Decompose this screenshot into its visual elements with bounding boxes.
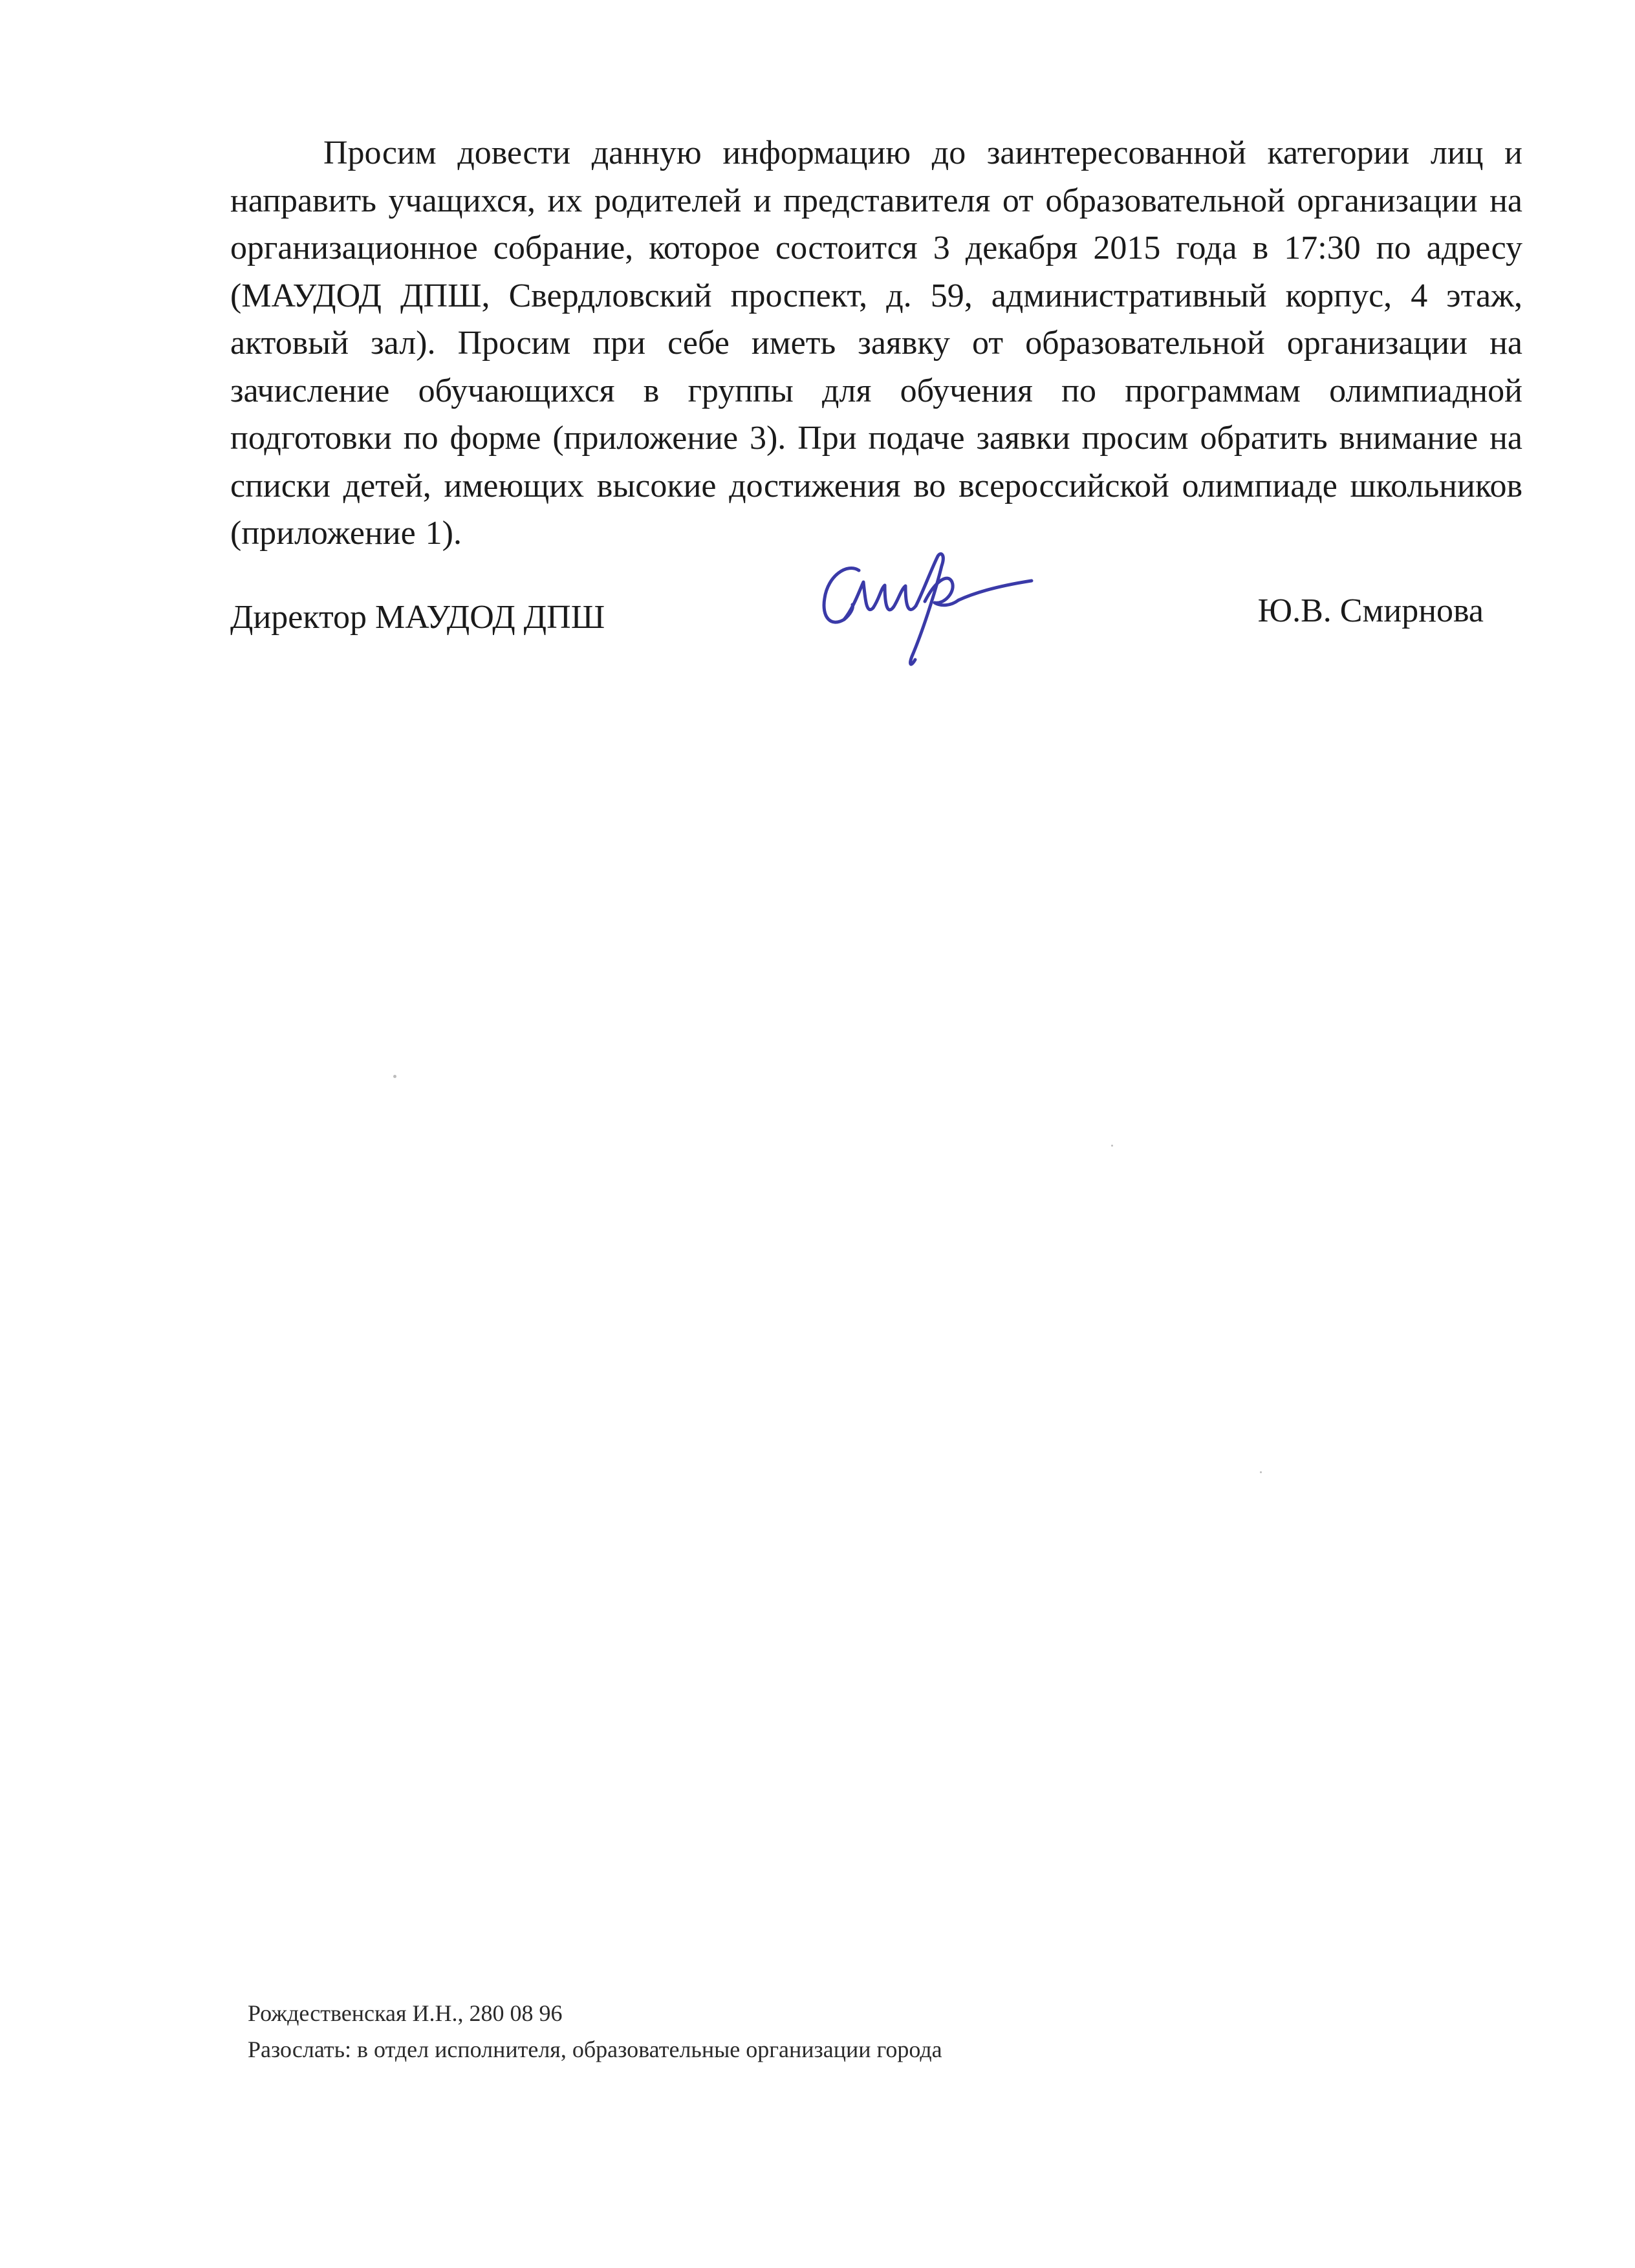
letter-body-paragraph: Просим довести данную информацию до заинтересованной категории лиц и направить учащихся, их родителей и представителя от образовательной организации на организационное собрание, которое состоится 3 декабря 2015 года в 17:30 по адресу (МАУДОД ДПШ, Свердловский проспект, д. 59, административный корпус, 4 этаж, актовый зал). Просим при себе иметь заявку от образовательной организации на зачисление обучающихся в группы для обучения по программам олимпиадной подготовки по форме (приложение 3). При подаче заявки просим обратить внимание на списки детей, имеющих высокие достижения во всероссийской олимпиаде школьников (приложение 1). xyxy=(230,135,1522,552)
handwritten-signature xyxy=(808,543,1054,686)
signer-position-title: Директор МАУДОД ДПШ xyxy=(230,599,605,636)
executor-line: Рождественская И.Н., 280 08 96 xyxy=(248,2000,563,2026)
footer-notes xyxy=(248,1995,942,2068)
distribution-line: Разослать: в отдел исполнителя, образовательные организации города xyxy=(248,2036,942,2062)
signer-name: Ю.В. Смирнова xyxy=(1257,592,1484,629)
scan-speck xyxy=(393,1075,396,1078)
scan-speck xyxy=(1111,1145,1113,1147)
scan-speck xyxy=(1260,1471,1262,1473)
